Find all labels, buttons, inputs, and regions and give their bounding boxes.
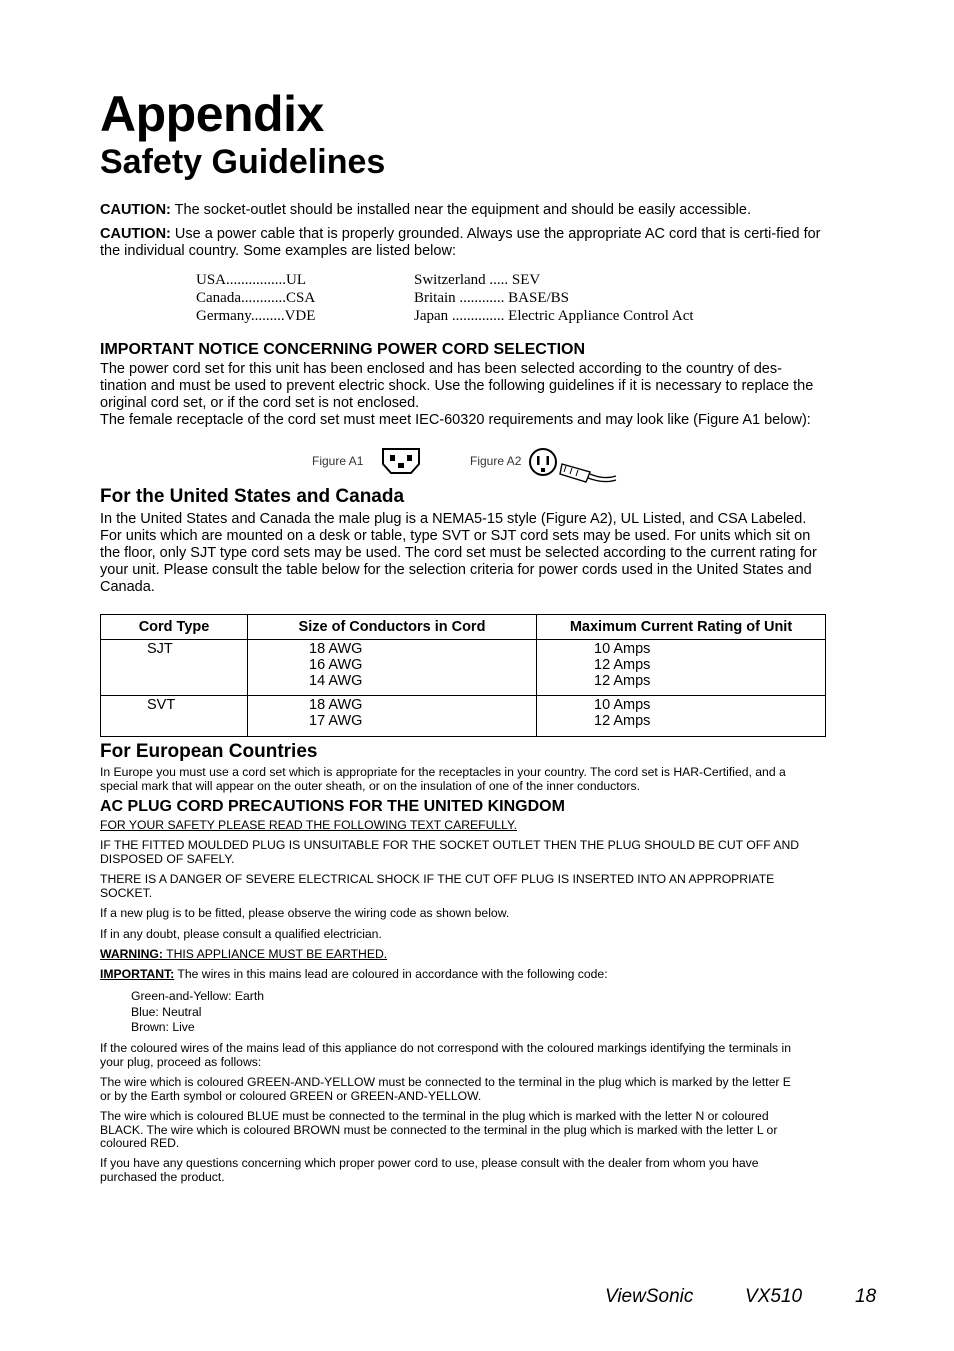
table-row	[101, 696, 826, 737]
uk-line-2: IF THE FITTED MOULDED PLUG IS UNSUITABLE FOR THE SOCKET OUTLET THEN THE PLUG SHOULD BE CUT OFF AND DISPOSED OF SAFELY.	[100, 838, 800, 866]
example-row: USA................UL Switzerland ..... SEV	[196, 272, 541, 288]
page-number: 18	[855, 1286, 877, 1307]
table-cell: 18 AWG 16 AWG 14 AWG	[248, 640, 537, 696]
page-subtitle: Safety Guidelines	[100, 143, 386, 181]
uk-heading: AC PLUG CORD PRECAUTIONS FOR THE UNITED KINGDOM	[100, 798, 565, 815]
table-header: Maximum Current Rating of Unit	[537, 615, 826, 640]
uk-para-2: The wire which is coloured GREEN-AND-YELLOW must be connected to the terminal in the plug which is marked by the letter E or by the Earth symbol or coloured GREEN or GREEN-AND-YELLOW.	[100, 1075, 791, 1103]
uk-important: IMPORTANT: The wires in this mains lead are coloured in accordance with the following code:	[100, 967, 608, 981]
example-row: Canada............CSA Britain ............ BASE/BS	[196, 290, 570, 306]
figures	[310, 446, 630, 486]
list-item: Brown: Live	[131, 1020, 195, 1034]
receptacle-icon	[380, 446, 422, 476]
uk-line-1: FOR YOUR SAFETY PLEASE READ THE FOLLOWING TEXT CAREFULLY.	[100, 818, 517, 832]
table-cell: 10 Amps 12 Amps	[537, 696, 826, 737]
europe-text: In Europe you must use a cord set which is appropriate for the receptacles in your country. The cord set is HAR-Certified, and a special mark that will appear on the outer sheath, or on the insulation of one of the inner conductors.	[100, 765, 786, 793]
uk-line-5: If in any doubt, please consult a qualified electrician.	[100, 927, 382, 941]
wire-color-codes	[100, 989, 831, 1036]
table-header: Cord Type	[101, 615, 248, 640]
table-header: Size of Conductors in Cord	[248, 615, 537, 640]
table-cell: SJT	[101, 640, 248, 696]
figure-a1-label: Figure A1	[312, 454, 364, 468]
uk-para-4: If you have any questions concerning which proper power cord to use, please consult with the dealer from whom you have purchased the product.	[100, 1156, 759, 1184]
uk-warning: WARNING: THIS APPLIANCE MUST BE EARTHED.	[100, 947, 388, 961]
list-item: Blue: Neutral	[131, 1004, 202, 1019]
caution-1: CAUTION: The socket-outlet should be installed near the equipment and should be easily accessible.	[100, 202, 751, 218]
figure-a2-label: Figure A2	[470, 454, 522, 468]
example-row: Germany.........VDE Japan .............. Electric Appliance Control Act	[196, 308, 694, 324]
uk-para-3: The wire which is coloured BLUE must be connected to the terminal in the plug which is marked with the letter N or coloured BLACK. The wire which is coloured BROWN must be connected to the terminal in the plug which is marked with the letter L or coloured RED.	[100, 1109, 778, 1150]
uk-line-4: If a new plug is to be fitted, please observe the wiring code as shown below.	[100, 906, 510, 920]
plug-icon	[528, 446, 620, 486]
footer-brand: ViewSonic	[605, 1286, 694, 1307]
table-cell: SVT	[101, 696, 248, 737]
table-cell: 10 Amps 12 Amps 12 Amps	[537, 640, 826, 696]
caution-2: CAUTION: Use a power cable that is properly grounded. Always use the appropriate AC cord that is certi-fied for the individual country. Some examples are listed below:	[100, 226, 821, 259]
page-title: Appendix	[100, 86, 324, 142]
table-header-row	[101, 615, 826, 640]
list-item: Green-and-Yellow: Earth	[131, 989, 265, 1003]
table-cell: 18 AWG 17 AWG	[248, 696, 537, 737]
country-examples	[196, 271, 694, 325]
notice-para-1: The power cord set for this unit has been enclosed and has been selected according to the country of des-tination and must be used to prevent electric shock. Use the following guidelines if it is necessary to replace the original cord set, or if the cord set is not enclosed.	[100, 361, 814, 411]
us-canada-text: In the United States and Canada the male plug is a NEMA5-15 style (Figure A2), UL Listed, and CSA Labeled. For units which are mounted on a desk or table, type SVT or SJT cord sets may be used. For units which sit on the floor, only SJT type cord sets may be used. The cord set must be selected according to the current rating for your unit. Please consult the table below for the selection criteria for power cords used in the United States and Canada.	[100, 511, 817, 595]
page-footer	[605, 1286, 876, 1308]
footer-model: VX510	[745, 1286, 803, 1307]
cord-selection-table	[100, 614, 826, 737]
notice-heading: IMPORTANT NOTICE CONCERNING POWER CORD SELECTION	[100, 341, 586, 358]
europe-heading: For European Countries	[100, 741, 318, 762]
table-row	[101, 640, 826, 696]
notice-para-2: The female receptacle of the cord set must meet IEC-60320 requirements and may look like (Figure A1 below):	[100, 412, 811, 428]
uk-line-3: THERE IS A DANGER OF SEVERE ELECTRICAL SHOCK IF THE CUT OFF PLUG IS INSERTED INTO AN APPROPRIATE SOCKET.	[100, 872, 775, 900]
uk-para-1: If the coloured wires of the mains lead of this appliance do not correspond with the coloured markings identifying the terminals in your plug, proceed as follows:	[100, 1041, 792, 1069]
us-canada-heading: For the United States and Canada	[100, 486, 405, 507]
